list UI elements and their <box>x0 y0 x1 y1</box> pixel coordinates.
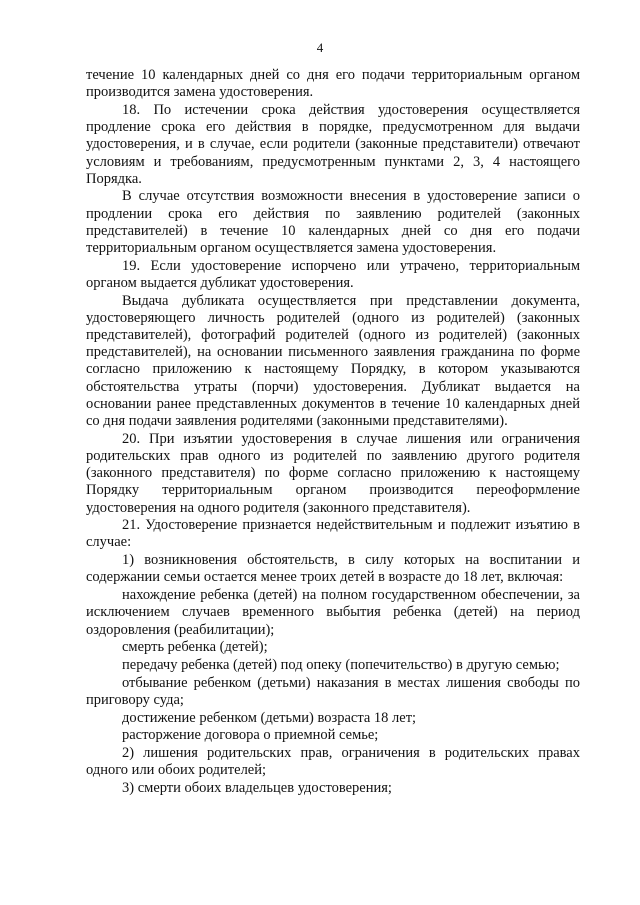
paragraph-21-item-1-age: достижение ребенком (детьми) возраста 18 лет; <box>122 709 417 726</box>
paragraph-21-item-1: 1) возникновения обстоятельств, в силу которых на воспитании и содержании семьи остается менее троих детей в возрасте до 18 лет, включая: <box>86 552 580 586</box>
paragraph-21-item-1-guardianship: передачу ребенка (детей) под опеку (попечительство) в другую семью; <box>122 656 560 673</box>
paragraph-18-extension: В случае отсутствия возможности внесения в удостоверение записи о продлении срока его действия по заявлению родителей (законных представителей) в течение 10 календарных дней со дня его подачи территориальным органом осуществляется замена удостоверения. <box>86 188 580 257</box>
paragraph-21: 21. Удостоверение признается недействительным и подлежит изъятию в случае: <box>86 517 580 551</box>
paragraph-18: 18. По истечении срока действия удостоверения осуществляется продление срока его действия в порядке, предусмотренном для выдачи удостоверения, и в случае, если родители (законные представители) отвечают условиям и требованиям, предусмотренным пунктами 2, 3, 4 настоящего Порядка. <box>86 101 580 187</box>
paragraph-19: 19. Если удостоверение испорчено или утрачено, территориальным органом выдается дубликат удостоверения. <box>86 257 580 291</box>
paragraph-21-item-3: 3) смерти обоих владельцев удостоверения; <box>122 779 392 796</box>
paragraph-continuation: течение 10 календарных дней со дня его подачи территориальным органом производится замена удостоверения. <box>86 67 580 101</box>
paragraph-21-item-1-state-care: нахождение ребенка (детей) на полном государственном обеспечении, за исключением случаев временного выбытия ребенка (детей) на период оздоровления (реабилитации); <box>86 587 580 638</box>
document-body <box>86 67 580 798</box>
paragraph-21-item-1-death: смерть ребенка (детей); <box>122 639 268 656</box>
paragraph-21-item-1-sentence: отбывание ребенком (детьми) наказания в местах лишения свободы по приговору суда; <box>86 674 580 708</box>
paragraph-21-item-1-foster: расторжение договора о приемной семье; <box>122 727 379 744</box>
paragraph-19-duplicate: Выдача дубликата осуществляется при представлении документа, удостоверяющего личность родителей (одного из родителей) (законных представителей), фотографий родителей (одного из родителей) (законных представителей), на основании письменного заявления гражданина по форме согласно приложению к настоящему Порядку, в котором указываются обстоятельства утраты (порчи) удостоверения. Дубликат выдается на основании ранее представленных документов в течение 10 календарных дней со дня подачи заявления родителями (законными представителями). <box>86 292 580 430</box>
paragraph-21-item-2: 2) лишения родительских прав, ограничения в родительских правах одного или обоих родителей; <box>86 744 580 779</box>
page-number: 4 <box>316 40 324 55</box>
paragraph-20: 20. При изъятии удостоверения в случае лишения или ограничения родительских прав одного из родителей по заявлению другого родителя (законного представителя) по форме согласно приложению к настоящему Порядку территориальным органом производится переоформление удостоверения на одного родителя (законного представителя). <box>86 430 580 516</box>
